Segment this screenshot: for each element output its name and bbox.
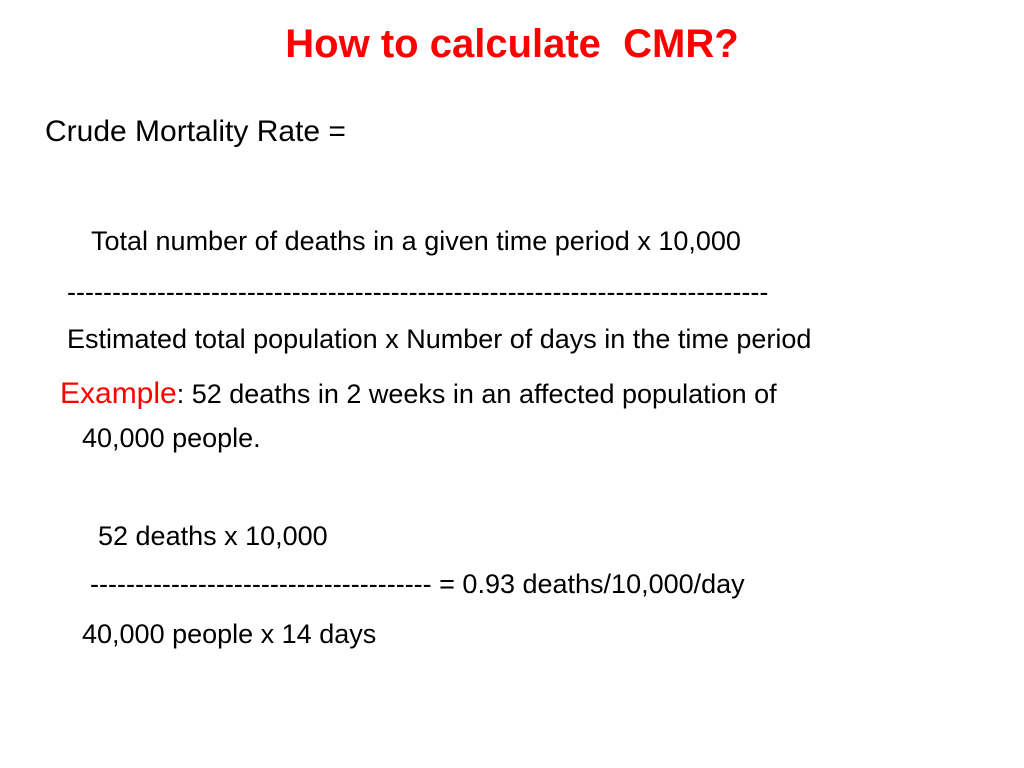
calculation-numerator: 52 deaths x 10,000 [98,521,328,551]
formula-denominator: Estimated total population x Number of days in the time period [67,324,812,354]
example-line-1 [60,376,777,412]
example-text-line-2: 40,000 people. [82,423,261,453]
calculation-denominator: 40,000 people x 14 days [82,619,377,649]
example-label: Example [60,377,177,410]
formula-divider: ------------------------------------------------------------------------------ [67,277,769,307]
formula-numerator: Total number of deaths in a given time period x 10,000 [91,226,741,256]
example-text-line-1: : 52 deaths in 2 weeks in an affected population of [176,379,777,409]
calculation-divider-result: -------------------------------------- = 0.93 deaths/10,000/day [90,569,745,599]
cmr-heading: Crude Mortality Rate = [45,115,346,148]
slide-title: How to calculate CMR? [285,22,739,66]
